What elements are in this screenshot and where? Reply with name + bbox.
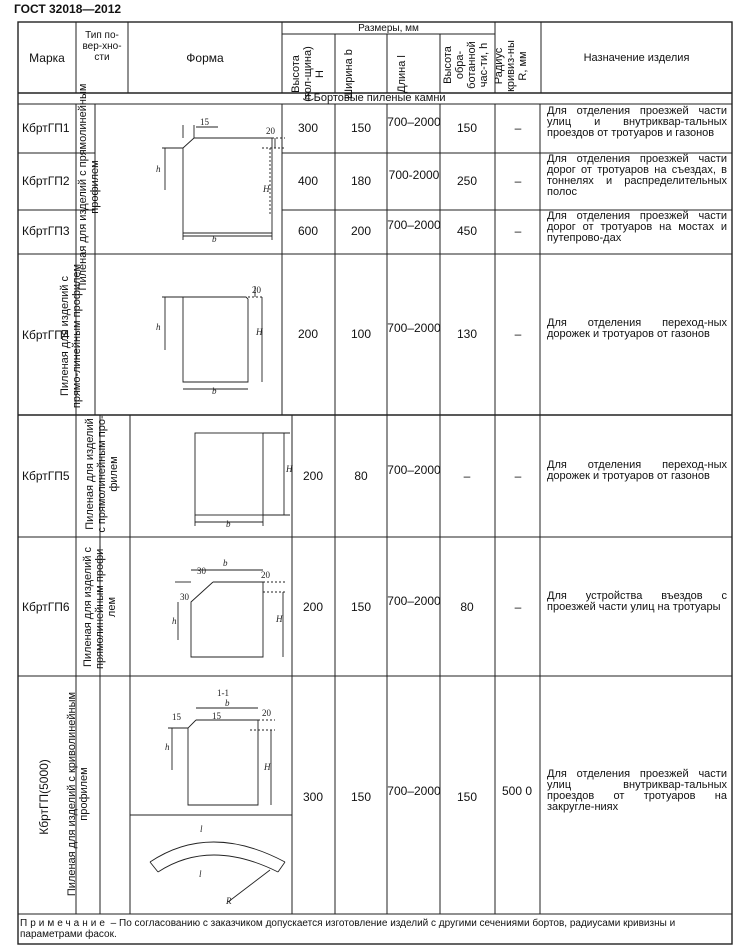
col-header-sizes: Размеры, мм [358,23,419,34]
d1-b: b [212,234,217,244]
cell-height: 200 [302,600,324,614]
cell-radius: 500 0 [501,784,533,798]
cell-purpose: Для отделения проезжей части улиц внутриквар-тальных проездов от тротуаров на закругле-ниях [547,768,727,813]
cell-height: 300 [297,121,319,135]
cell-proc: 150 [456,121,478,135]
col-header-mark: Марка [29,51,65,65]
type-label-3: Пиленая для изделий с прямолинейным про-филем [84,415,120,533]
cell-proc: 130 [456,327,478,341]
cell-height: 600 [297,224,319,238]
profile-drawing-3 [195,433,290,526]
mark-gp4: КбртГП4 [22,328,70,342]
profile-drawing-5 [150,708,285,902]
cell-width: 80 [354,469,368,483]
type-label-2: Пиленая для изделий с прямо-линейным профилем [59,263,83,409]
mark-gp6: КбртГП6 [22,600,70,614]
cell-width: 200 [350,224,372,238]
table-note [20,918,732,940]
note-text: – По согласованию с заказчиком допускается изготовление изделий с другими сечениями бортов, радиусами кривизны и параметрами фасок. [20,918,676,940]
cell-length: 700–2000 [387,321,441,335]
d1-H: H [263,184,270,194]
cell-length: 700-2000 [388,168,440,182]
cell-width: 150 [350,790,372,804]
type-label-1: Пиленая для изделий с прямолинейным профилем [77,83,101,291]
cell-purpose: Для отделения проезжей части улиц и внутриквар-тальных проездов от тротуаров и газонов [547,105,727,139]
d2-H: H [256,327,263,337]
cell-proc: 150 [456,790,478,804]
d3-H: H [286,464,293,474]
d4-b: b [223,558,228,568]
d5-15v: 15 [172,712,181,722]
cell-length: 700–2000 [387,463,441,477]
cell-radius: – [514,600,522,614]
col-header-width: Ширина b [343,49,355,99]
d1-15b: 15 [200,117,209,127]
d5-11: 1-1 [217,688,229,698]
cell-length: 700–2000 [387,784,441,798]
cell-proc: 80 [460,600,474,614]
mark-gp1: КбртГП1 [22,121,70,135]
cell-proc: 250 [456,174,478,188]
d2-h: h [156,322,161,332]
d5-h: h [165,742,170,752]
cell-proc: – [463,469,471,483]
col-header-proc-height: Высота обра-ботанной час-ти, h [442,41,490,89]
profile-drawing-1 [162,125,285,240]
type-label-4: Пиленая для изделий с прямолинейным профи-лем [82,545,118,669]
d5-l2: l [199,869,202,879]
mark-gp5: КбртГП5 [22,469,70,483]
d5-b: b [225,698,230,708]
cell-length: 700–2000 [387,115,441,129]
cell-radius: – [514,174,522,188]
col-header-length: Длина l [396,55,408,93]
cell-radius: – [514,327,522,341]
cell-purpose: Для устройства въездов с проезжей части улиц на тротуары [547,590,727,613]
mark-gp2: КбртГП2 [22,174,70,188]
d5-15: 15 [212,711,221,721]
cell-width: 150 [350,600,372,614]
cell-width: 100 [350,327,372,341]
d4-H: H [276,614,283,624]
cell-radius: – [514,121,522,135]
col-header-type: Тип по-вер-хно-сти [82,30,122,63]
profile-drawing-4 [175,570,285,657]
d4-30b: 30 [180,592,189,602]
d5-R: R [226,896,232,906]
cell-purpose: Для отделения переход-ных дорожек и тротуаров от газонов [547,459,727,482]
d2-20: 20 [252,285,261,295]
d2-b: b [212,386,217,396]
col-header-purpose: Назначение изделия [583,52,690,64]
cell-height: 200 [302,469,324,483]
d5-20: 20 [262,708,271,718]
d3-b: b [226,519,231,529]
d4-30a: 30 [197,566,206,576]
d5-H: H [264,762,271,772]
cell-height: 200 [297,327,319,341]
cell-purpose: Для отделения проезжей части дорог от тротуаров на съездах, в тоннелях и распределительных полос [547,153,727,198]
cell-height: 400 [297,174,319,188]
col-header-height: Высота (тол-щина) H [290,46,326,102]
d5-l1: l [200,824,203,834]
cell-purpose: Для отделения переход-ных дорожек и тротуаров от газонов [547,317,727,340]
d1-20: 20 [266,126,275,136]
cell-width: 180 [350,174,372,188]
d4-20: 20 [261,570,270,580]
type-label-5: Пиленая для изделий с криволинейным профилем [66,691,90,897]
cell-radius: – [514,224,522,238]
cell-purpose: Для отделения проезжей части дорог от тротуаров на мостах и путепрово-дах [547,210,727,244]
mark-gp5000: КбртГП(5000) [37,759,51,835]
cell-length: 700–2000 [387,218,441,232]
cell-proc: 450 [456,224,478,238]
col-header-form: Форма [186,51,224,65]
section-title: 4 Бортовые пиленые камни [304,92,446,104]
cell-radius: – [514,469,522,483]
col-header-radius: Радиус кривиз-ны R, мм [493,40,529,92]
document-title: ГОСТ 32018—2012 [14,2,122,16]
d4-h: h [172,616,177,626]
cell-length: 700–2000 [387,594,441,608]
d1-h: h [156,164,161,174]
cell-width: 150 [350,121,372,135]
note-label: Примечание [20,918,108,929]
cell-height: 300 [302,790,324,804]
mark-gp3: КбртГП3 [22,224,70,238]
profile-drawing-2 [162,286,262,389]
